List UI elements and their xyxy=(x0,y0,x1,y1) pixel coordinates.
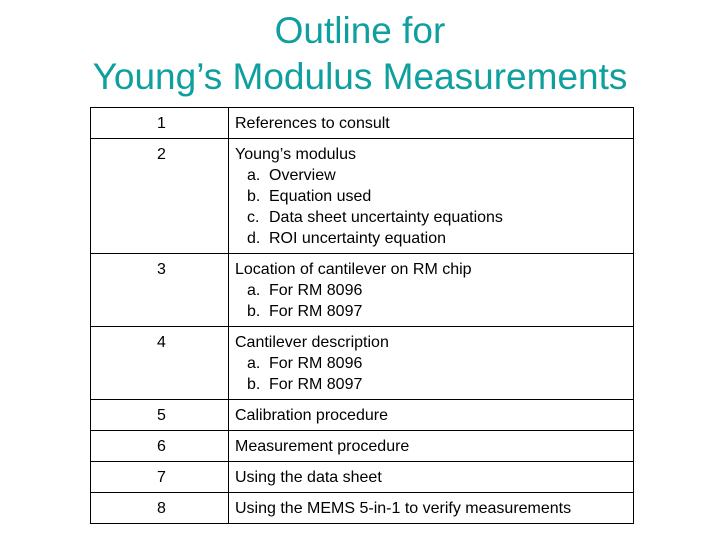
row-number: 4 xyxy=(91,327,229,400)
row-number: 2 xyxy=(91,139,229,254)
row-number: 8 xyxy=(91,493,229,524)
row-number: 6 xyxy=(91,431,229,462)
topic-label: Calibration procedure xyxy=(235,407,388,424)
page-title-line-1: Outline for xyxy=(274,10,446,51)
subtopic-text: Data sheet uncertainty equations xyxy=(269,209,503,226)
subtopic-item xyxy=(235,353,633,374)
topic-label: Using the MEMS 5-in-1 to verify measurements xyxy=(235,500,572,517)
topic-label: Cantilever description xyxy=(235,334,389,351)
subtopic-text: Overview xyxy=(269,167,336,184)
table-row xyxy=(91,462,634,493)
row-number: 5 xyxy=(91,400,229,431)
subtopic-item xyxy=(235,280,633,301)
outline-table xyxy=(90,107,634,524)
subtopic-letter: a. xyxy=(247,355,261,372)
subtopic-text: Equation used xyxy=(269,188,372,205)
subtopic-item xyxy=(235,228,633,249)
row-topic-cell xyxy=(229,400,634,431)
table-row xyxy=(91,327,634,400)
table-row xyxy=(91,493,634,524)
table-row xyxy=(91,139,634,254)
subtopic-text: For RM 8097 xyxy=(269,376,363,393)
topic-label: Using the data sheet xyxy=(235,469,382,486)
subtopic-letter: a. xyxy=(247,167,261,184)
subtopic-letter: c. xyxy=(247,209,260,226)
table-row xyxy=(91,431,634,462)
page-title-line-2: Young’s Modulus Measurements xyxy=(92,56,628,97)
subtopic-text: For RM 8096 xyxy=(269,355,363,372)
topic-label: Location of cantilever on RM chip xyxy=(235,261,472,278)
outline-table-body xyxy=(91,108,634,524)
row-number: 7 xyxy=(91,462,229,493)
subtopic-letter: b. xyxy=(247,303,261,320)
row-number: 1 xyxy=(91,108,229,139)
subtopic-item xyxy=(235,207,633,228)
topic-label: References to consult xyxy=(235,115,390,132)
topic-label: Measurement procedure xyxy=(235,438,410,455)
row-number: 3 xyxy=(91,254,229,327)
row-topic-cell xyxy=(229,139,634,254)
subtopic-letter: b. xyxy=(247,188,261,205)
subtopic-item xyxy=(235,186,633,207)
subtopic-item xyxy=(235,374,633,395)
table-row xyxy=(91,400,634,431)
topic-label: Young’s modulus xyxy=(235,146,356,163)
row-topic-cell xyxy=(229,327,634,400)
subtopic-item xyxy=(235,301,633,322)
subtopic-text: ROI uncertainty equation xyxy=(269,230,446,247)
subtopic-item xyxy=(235,165,633,186)
row-topic-cell xyxy=(229,254,634,327)
table-row xyxy=(91,254,634,327)
subtopic-text: For RM 8097 xyxy=(269,303,363,320)
subtopic-letter: d. xyxy=(247,230,261,247)
subtopic-letter: a. xyxy=(247,282,261,299)
row-topic-cell xyxy=(229,462,634,493)
table-row xyxy=(91,108,634,139)
row-topic-cell xyxy=(229,431,634,462)
subtopic-letter: b. xyxy=(247,376,261,393)
row-topic-cell xyxy=(229,108,634,139)
row-topic-cell xyxy=(229,493,634,524)
subtopic-text: For RM 8096 xyxy=(269,282,363,299)
